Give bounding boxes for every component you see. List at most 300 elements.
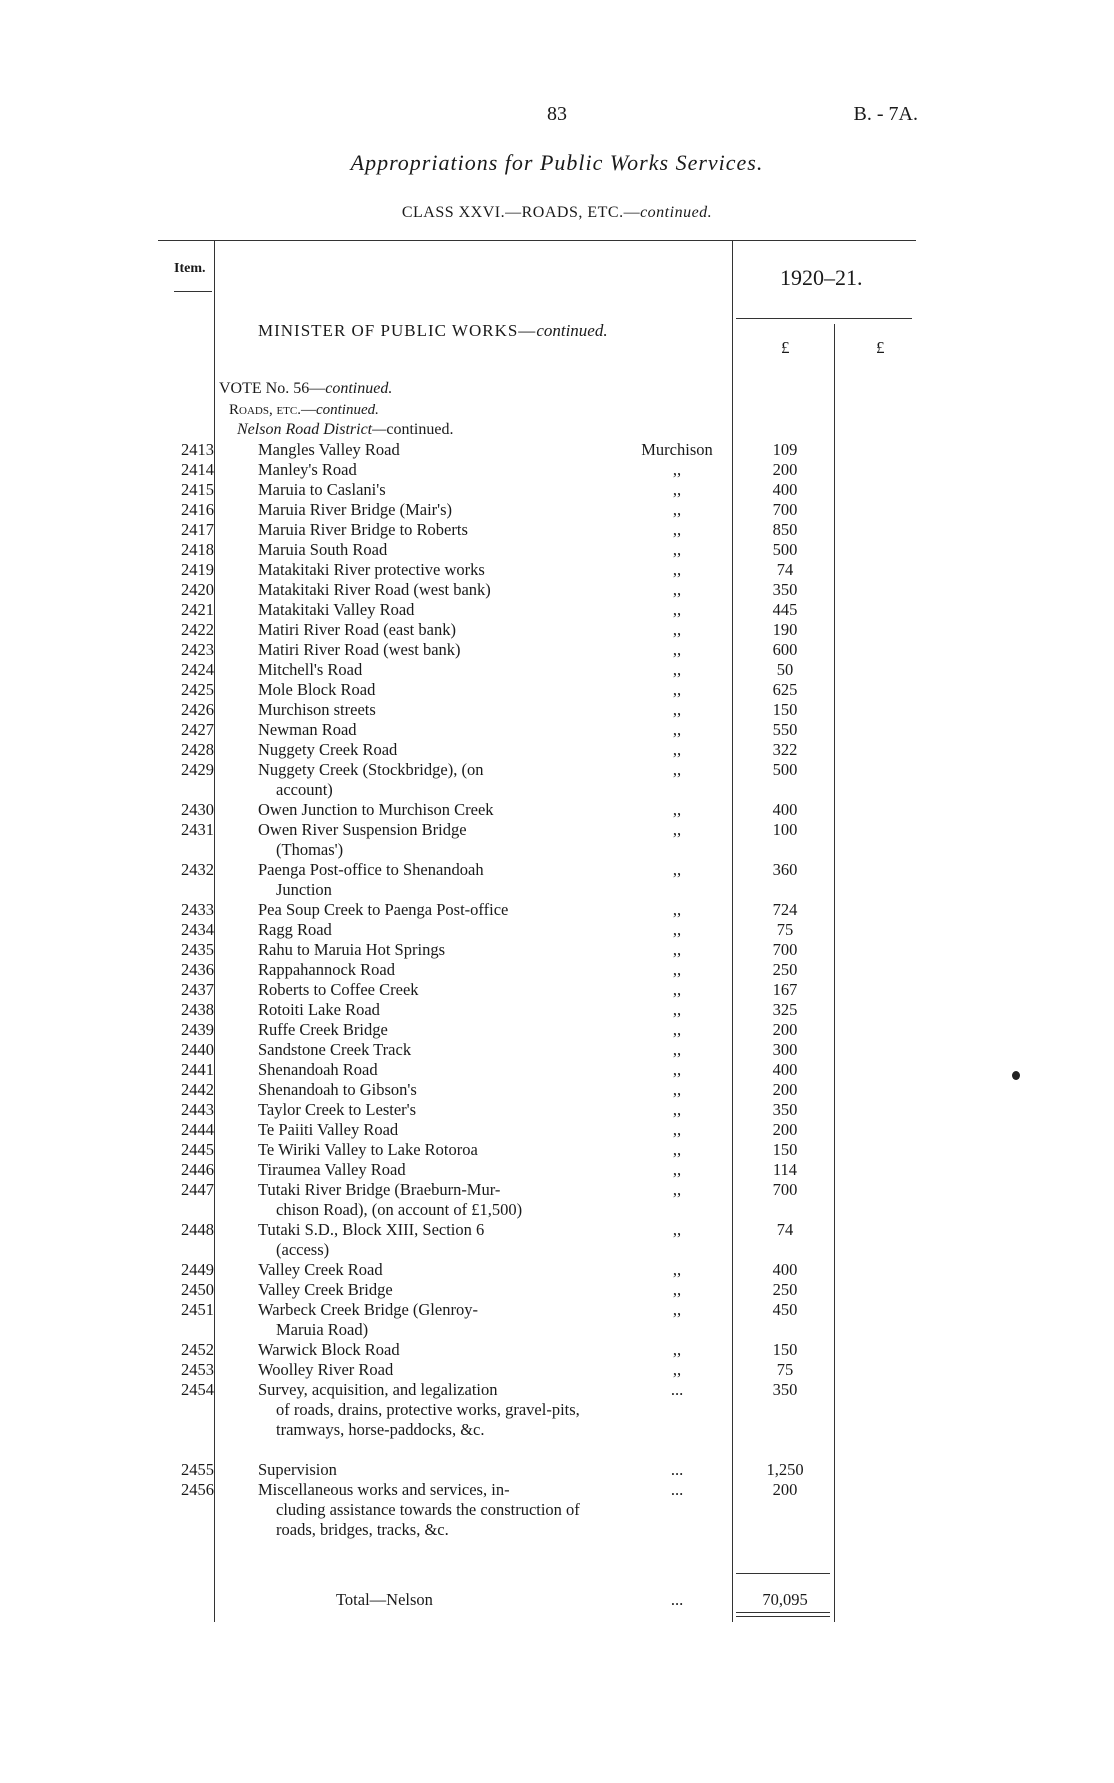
item-amount: 109 [772,440,798,459]
table-row [0,480,1114,500]
ink-smudge [1012,1071,1020,1080]
table-row [0,560,1114,580]
table-row [0,960,1114,980]
item-number: 2445 [181,1140,214,1159]
item-description-text: Maruia to Caslani's [258,480,386,499]
item-description [258,1120,590,1140]
item-number: 2425 [181,680,214,699]
item-number: 2423 [181,640,214,659]
item-amount: 75 [776,1360,794,1379]
item-locality: ... [670,1380,684,1399]
district-heading-main: Nelson Road District— [237,421,387,438]
document-reference: B. - 7A. [853,103,918,125]
table-row [0,620,1114,640]
table-row [0,760,1114,800]
item-description-continued: (Thomas') [276,840,344,859]
item-locality: ,, [672,1140,682,1159]
currency-symbol-2: £ [876,338,885,357]
item-locality: ,, [672,560,682,579]
item-number: 2417 [181,520,214,539]
item-amount: 625 [772,680,798,699]
item-description-text: Warbeck Creek Bridge (Glenroy- [258,1300,478,1319]
table-row [0,1100,1114,1120]
item-description [258,460,590,480]
table-row [0,860,1114,900]
item-locality: ,, [672,820,682,839]
item-description-text: Shenandoah to Gibson's [258,1080,417,1099]
table-row [0,1060,1114,1080]
item-description [258,1020,590,1040]
item-description-text: Survey, acquisition, and legalization [258,1380,498,1399]
total-label: Total—Nelson [336,1590,433,1609]
item-underline [174,291,212,292]
item-locality: ,, [672,980,682,999]
item-locality: ,, [672,720,682,739]
item-amount: 500 [772,540,798,559]
item-description-continued: cluding assistance towards the construction of roads, bridges, tracks, &c. [276,1500,580,1539]
item-amount: 850 [772,520,798,539]
item-locality: ,, [672,900,682,919]
item-description [258,1060,590,1080]
item-locality: ,, [672,800,682,819]
item-number: 2438 [181,1000,214,1019]
item-number: 2422 [181,620,214,639]
item-amount: 200 [772,460,798,479]
item-amount: 190 [772,620,798,639]
item-amount: 724 [772,900,798,919]
item-locality: ,, [672,480,682,499]
item-description-text: Murchison streets [258,700,376,719]
table-row [0,820,1114,860]
table-row [0,1360,1114,1380]
item-description [258,1460,590,1480]
table-row [0,600,1114,620]
item-locality: ,, [672,500,682,519]
table-row [0,540,1114,560]
table-row [0,460,1114,480]
total-bottom-rule [736,1612,830,1613]
item-description [258,1180,590,1220]
item-description [258,1000,590,1020]
item-description [258,820,590,860]
item-description [258,1380,590,1440]
item-description-text: Pea Soup Creek to Paenga Post-office [258,900,509,919]
item-number: 2436 [181,960,214,979]
district-heading [237,421,453,439]
item-description [258,960,590,980]
item-number: 2432 [181,860,214,879]
table-row [0,1220,1114,1260]
item-amount: 1,250 [766,1460,804,1479]
item-description [258,1260,590,1280]
total-top-rule [736,1573,830,1574]
vote-heading-cont: continued. [325,380,393,397]
item-number: 2428 [181,740,214,759]
table-row [0,1040,1114,1060]
page-number: 83 [547,103,567,125]
item-description-continued: Maruia Road) [276,1320,369,1339]
item-description-text: Rahu to Maruia Hot Springs [258,940,445,959]
item-locality: ... [670,1480,684,1499]
item-description-text: Paenga Post-office to Shenandoah [258,860,484,879]
table-row [0,1120,1114,1140]
roads-heading-cont: continued. [315,402,379,418]
item-description-text: Shenandoah Road [258,1060,378,1079]
item-locality: ,, [672,1020,682,1039]
item-locality: ... [670,1460,684,1479]
item-number: 2437 [181,980,214,999]
item-amount: 550 [772,720,798,739]
item-number: 2444 [181,1120,214,1139]
item-description-text: Roberts to Coffee Creek [258,980,419,999]
item-number: 2453 [181,1360,214,1379]
item-locality: ,, [672,1000,682,1019]
item-amount: 500 [772,760,798,779]
minister-heading-cont: continued. [536,321,608,340]
item-number: 2454 [181,1380,214,1399]
item-description [258,1160,590,1180]
item-description-text: Matiri River Road (east bank) [258,620,456,639]
item-description-text: Maruia River Bridge to Roberts [258,520,468,539]
item-description [258,560,590,580]
item-locality: ,, [672,620,682,639]
table-row [0,1280,1114,1300]
item-description [258,1140,590,1160]
item-amount: 200 [772,1480,798,1499]
item-number: 2440 [181,1040,214,1059]
item-locality: ,, [672,1160,682,1179]
item-locality: ,, [672,580,682,599]
item-description [258,580,590,600]
item-number: 2441 [181,1060,214,1079]
item-amount: 700 [772,500,798,519]
item-description [258,1360,590,1380]
item-amount: 300 [772,1040,798,1059]
item-description [258,620,590,640]
table-row [0,920,1114,940]
item-locality: ,, [672,920,682,939]
district-heading-cont: continued. [386,421,454,438]
table-row [0,1020,1114,1040]
item-number: 2418 [181,540,214,559]
item-locality: ,, [672,940,682,959]
item-amount: 250 [772,960,798,979]
item-description [258,480,590,500]
item-amount: 150 [772,1140,798,1159]
item-number: 2426 [181,700,214,719]
item-description [258,1340,590,1360]
item-amount: 74 [776,560,794,579]
item-amount: 250 [772,1280,798,1299]
item-locality: ,, [672,700,682,719]
item-locality: ,, [672,740,682,759]
table-row [0,1260,1114,1280]
item-description-text: Nuggety Creek Road [258,740,398,759]
table-row [0,440,1114,460]
total-bottom-rule-2 [736,1616,830,1617]
item-amount: 400 [772,1060,798,1079]
item-locality: ,, [672,1040,682,1059]
class-heading-cont: continued. [640,204,713,221]
item-number: 2455 [181,1460,214,1479]
item-description [258,1080,590,1100]
item-description [258,800,590,820]
item-amount: 50 [776,660,794,679]
item-amount: 322 [772,740,798,759]
table-row [0,1000,1114,1020]
item-description-text: Newman Road [258,720,357,739]
item-amount: 400 [772,480,798,499]
item-description-text: Te Wiriki Valley to Lake Rotoroa [258,1140,478,1159]
table-row [0,1460,1114,1480]
item-description-continued: (access) [276,1240,330,1259]
item-number: 2449 [181,1260,214,1279]
item-description-text: Ruffe Creek Bridge [258,1020,388,1039]
year-header: 1920–21. [780,265,863,290]
total-row [0,1590,1114,1610]
item-amount: 450 [772,1300,798,1319]
item-number: 2421 [181,600,214,619]
item-description-text: Woolley River Road [258,1360,394,1379]
item-locality: ,, [672,520,682,539]
item-description-text: Tutaki S.D., Block XIII, Section 6 [258,1220,485,1239]
item-description-text: Matakitaki River protective works [258,560,485,579]
table-row [0,740,1114,760]
item-description-text: Tutaki River Bridge (Braeburn-Mur- [258,1180,501,1199]
item-description-text: Matakitaki River Road (west bank) [258,580,491,599]
item-number: 2439 [181,1020,214,1039]
item-description-text: Taylor Creek to Lester's [258,1100,417,1119]
item-amount: 700 [772,1180,798,1199]
table-row [0,500,1114,520]
table-row [0,640,1114,660]
item-amount: 200 [772,1020,798,1039]
table-row [0,980,1114,1000]
item-description-text: Matakitaki Valley Road [258,600,415,619]
item-description [258,1480,590,1540]
item-amount: 600 [772,640,798,659]
item-number: 2446 [181,1160,214,1179]
item-locality: ,, [672,460,682,479]
item-number: 2451 [181,1300,214,1319]
item-description [258,1040,590,1060]
item-number: 2427 [181,720,214,739]
item-description-text: Mitchell's Road [258,660,363,679]
item-amount: 200 [772,1080,798,1099]
item-description [258,860,590,900]
item-column-header: Item. [174,261,206,276]
item-amount: 360 [772,860,798,879]
item-locality: ,, [672,1220,682,1239]
table-row [0,1160,1114,1180]
item-description-text: Miscellaneous works and services, in- [258,1480,510,1499]
item-locality: ,, [672,1280,682,1299]
item-description-text: Ragg Road [258,920,332,939]
item-locality: ,, [672,540,682,559]
item-description [258,1280,590,1300]
item-number: 2415 [181,480,214,499]
item-description-text: Maruia River Bridge (Mair's) [258,500,453,519]
item-description-text: Rotoiti Lake Road [258,1000,380,1019]
item-number: 2433 [181,900,214,919]
item-number: 2442 [181,1080,214,1099]
item-description-text: Supervision [258,1460,337,1479]
item-number: 2414 [181,460,214,479]
item-locality: ,, [672,1340,682,1359]
table-row [0,940,1114,960]
item-locality: ,, [672,1360,682,1379]
item-number: 2443 [181,1100,214,1119]
table-row [0,680,1114,700]
item-amount: 100 [772,820,798,839]
item-description [258,600,590,620]
item-description [258,1300,590,1340]
item-description [258,900,590,920]
class-heading-main: CLASS XXVI.—ROADS, ETC.— [401,204,641,221]
item-locality: ,, [672,640,682,659]
item-description-text: Tiraumea Valley Road [258,1160,406,1179]
item-amount: 700 [772,940,798,959]
table-row [0,1380,1114,1460]
class-heading [0,204,1114,222]
item-amount: 400 [772,1260,798,1279]
item-description-text: Manley's Road [258,460,357,479]
item-amount: 150 [772,700,798,719]
item-amount: 445 [772,600,798,619]
vote-heading-main: VOTE No. 56— [219,380,326,397]
item-amount: 75 [776,920,794,939]
top-rule [158,240,916,241]
minister-heading [258,321,608,341]
table-row [0,900,1114,920]
table-row [0,1300,1114,1340]
item-number: 2419 [181,560,214,579]
item-description [258,740,590,760]
item-number: 2431 [181,820,214,839]
vote-heading [219,380,392,398]
table-row [0,1080,1114,1100]
table-row [0,580,1114,600]
table-row [0,1480,1114,1560]
total-locality: ... [670,1590,684,1609]
item-locality: ,, [672,1080,682,1099]
item-amount: 350 [772,1100,798,1119]
item-number: 2413 [181,440,214,459]
item-amount: 114 [772,1160,798,1179]
item-description [258,660,590,680]
item-number: 2448 [181,1220,214,1239]
table-row [0,720,1114,740]
item-locality: ,, [672,860,682,879]
item-amount: 350 [772,1380,798,1399]
item-description [258,500,590,520]
item-locality: ,, [672,600,682,619]
item-description-text: Sandstone Creek Track [258,1040,412,1059]
item-description-text: Mangles Valley Road [258,440,400,459]
item-description-text: Valley Creek Road [258,1260,383,1279]
item-amount: 325 [772,1000,798,1019]
item-description [258,440,590,460]
currency-symbol-1: £ [781,338,790,357]
table-row [0,520,1114,540]
item-description [258,1220,590,1260]
item-amount: 400 [772,800,798,819]
table-row [0,1140,1114,1160]
item-locality: ,, [672,1120,682,1139]
item-locality: ,, [672,1300,682,1319]
item-locality: ,, [672,1180,682,1199]
item-number: 2434 [181,920,214,939]
item-amount: 74 [776,1220,794,1239]
item-description-text: Owen River Suspension Bridge [258,820,467,839]
item-description-continued: Junction [276,880,332,899]
item-description-continued: account) [276,780,333,799]
item-amount: 150 [772,1340,798,1359]
item-description [258,760,590,800]
item-locality: ,, [672,960,682,979]
item-number: 2450 [181,1280,214,1299]
item-amount: 350 [772,580,798,599]
item-locality: ,, [672,680,682,699]
item-locality: ,, [672,660,682,679]
item-number: 2447 [181,1180,214,1199]
roads-heading-main: Roads, etc.— [229,402,316,418]
item-description-text: Owen Junction to Murchison Creek [258,800,494,819]
page-title: Appropriations for Public Works Services. [350,150,764,175]
item-number: 2430 [181,800,214,819]
table-row [0,1180,1114,1220]
item-description-continued: chison Road), (on account of £1,500) [276,1200,523,1219]
item-description [258,640,590,660]
item-description [258,700,590,720]
item-number: 2429 [181,760,214,779]
roads-heading [229,402,379,419]
table-row [0,1340,1114,1360]
item-description-text: Valley Creek Bridge [258,1280,393,1299]
item-amount: 200 [772,1120,798,1139]
year-underline [736,318,912,319]
item-description-text: Nuggety Creek (Stockbridge), (on [258,760,484,779]
item-description [258,1100,590,1120]
item-number: 2424 [181,660,214,679]
item-description [258,980,590,1000]
item-locality: Murchison [641,440,713,459]
item-description-text: Te Paiiti Valley Road [258,1120,399,1139]
item-description-text: Warwick Block Road [258,1340,400,1359]
item-number: 2420 [181,580,214,599]
item-locality: ,, [672,1060,682,1079]
item-description-text: Matiri River Road (west bank) [258,640,461,659]
item-description-continued: of roads, drains, protective works, gravel-pits, tramways, horse-paddocks, &c. [276,1400,580,1439]
table-row [0,700,1114,720]
item-amount: 167 [772,980,798,999]
item-description [258,520,590,540]
item-description [258,720,590,740]
item-number: 2435 [181,940,214,959]
item-number: 2416 [181,500,214,519]
total-amount: 70,095 [762,1590,808,1609]
item-locality: ,, [672,1260,682,1279]
item-number: 2452 [181,1340,214,1359]
item-locality: ,, [672,760,682,779]
item-description [258,680,590,700]
item-description-text: Maruia South Road [258,540,388,559]
item-locality: ,, [672,1100,682,1119]
table-row [0,800,1114,820]
minister-heading-main: MINISTER OF PUBLIC WORKS— [258,321,537,340]
item-description [258,940,590,960]
item-description [258,540,590,560]
